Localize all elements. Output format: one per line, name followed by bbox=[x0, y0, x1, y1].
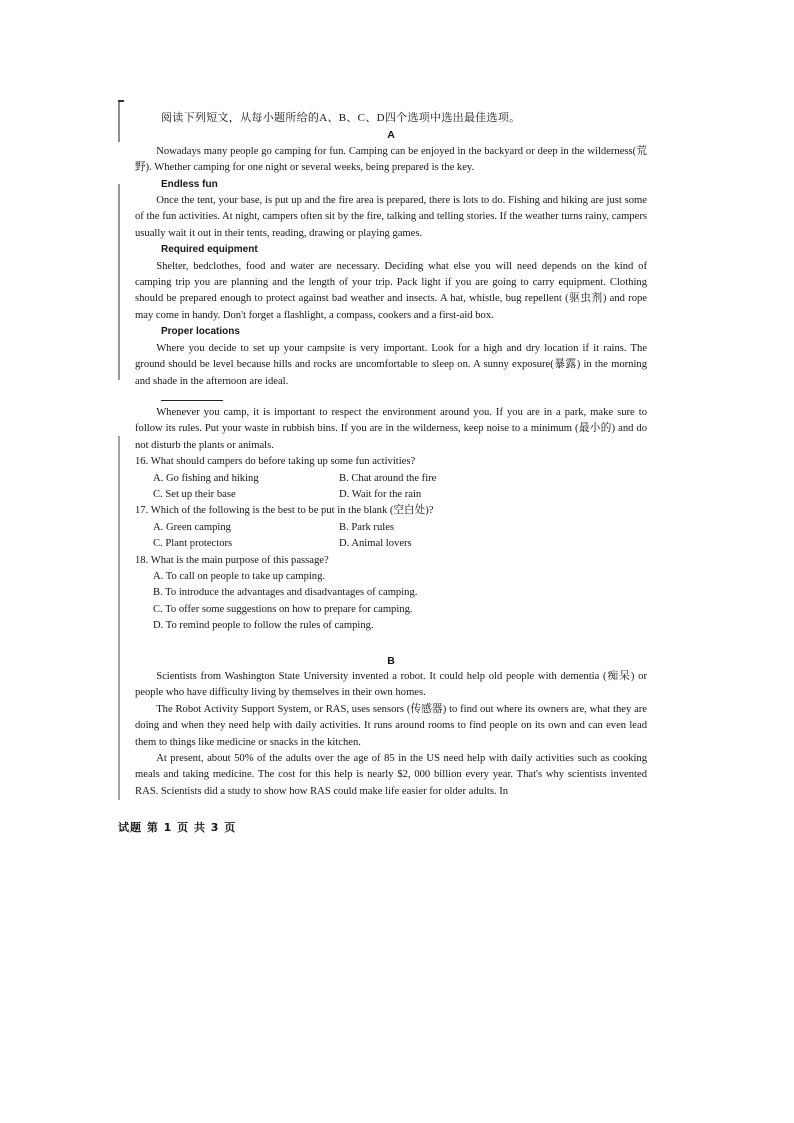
option: B. Park rules bbox=[339, 521, 395, 533]
option: C. Plant protectors bbox=[153, 538, 233, 550]
passage-b-letter: B bbox=[387, 654, 395, 667]
passage-a-paragraph: Once the tent, your base, is put up and the fire area is prepared, there is lots to do. Fishing and hiking are just some of the fun activities. At night, campers often sit by the fire, talking and telling stories. If the weather turns rainy, campers usually wait it out in their tents, reading, drawing or playing games. bbox=[135, 195, 647, 239]
option: B. Chat around the fire bbox=[339, 472, 437, 484]
passage-a-paragraph: Whenever you camp, it is important to respect the environment around you. If you are in a park, make sure to follow its rules. Put your waste in rubbish bins. If you are in the wilderness, keep noise to a minimum (最小的) and do not disturb the plants or animals. bbox=[135, 406, 647, 451]
binding-margin-tick bbox=[118, 100, 124, 102]
question-stem: 17. Which of the following is the best to be put in the blank (空白处)? bbox=[135, 505, 434, 517]
option: D. To remind people to follow the rules of camping. bbox=[153, 620, 374, 632]
question-stem: 16. What should campers do before taking up some fun activities? bbox=[135, 456, 416, 468]
question-stem: 18. What is the main purpose of this passage? bbox=[135, 554, 329, 566]
passage-a-paragraph: Where you decide to set up your campsite is very important. Look for a high and dry location if it rains. The ground should be level because hills and rocks are uncomfortable to sleep on. A sunny exposure(暴露) in the morning and shade in the afternoon are ideal. bbox=[135, 342, 647, 387]
question-options bbox=[153, 520, 647, 553]
passage-b-paragraph: Scientists from Washington State University invented a robot. It could help old people with dementia (痴呆) or people who have difficulty living by themselves in their own homes. bbox=[135, 671, 647, 699]
passage-b-paragraph: The Robot Activity Support System, or RAS, uses sensors (传感器) to find out where its owners are, what they are doing and when they need help with daily activities. It runs around rooms to find people on its own and can even lead them to things like medicine or snacks in the kitchen. bbox=[135, 703, 647, 748]
binding-margin-line bbox=[118, 100, 120, 800]
subheading-endless-fun: Endless fun bbox=[161, 178, 218, 190]
passage-a-paragraph: Nowadays many people go camping for fun. Camping can be enjoyed in the backyard or deep in the wilderness(荒野). Whether camping for one night or several weeks, being prepared is the key. bbox=[135, 145, 647, 174]
page-footer: 试题 第 1 页 共 3 页 bbox=[118, 821, 237, 834]
subheading-proper-locations: Proper locations bbox=[161, 326, 240, 338]
instructions: 阅读下列短文，从每小题所给的A、B、C、D四个选项中选出最佳选项。 bbox=[161, 112, 521, 124]
option: C. To offer some suggestions on how to prepare for camping. bbox=[153, 603, 413, 615]
passage-b-paragraph: At present, about 50% of the adults over the age of 85 in the US need help with daily activities such as cooking meals and taking medicine. The cost for this help is nearly $2, 000 billion every year. That's why scientists invented RAS. Scientists did a study to show how RAS could make life easier for older adults. In bbox=[135, 753, 647, 797]
question-options bbox=[153, 471, 647, 504]
option: B. To introduce the advantages and disadvantages of camping. bbox=[153, 587, 418, 599]
option: D. Animal lovers bbox=[339, 538, 412, 550]
passage-a-letter: A bbox=[387, 129, 395, 142]
answer-blank bbox=[161, 400, 223, 401]
option: C. Set up their base bbox=[153, 488, 236, 500]
passage-a-paragraph: Shelter, bedclothes, food and water are necessary. Deciding what else you will need depends on the kind of camping trip you are planning and the length of your trip. Pack light if you are going to carry equipment. Clothing should be prepared enough to protect against bad weather and insects. A hat, whistle, bug repellent (驱虫剂) and rope may come in handy. Don't forget a flashlight, a compass, cookers and a first-aid box. bbox=[135, 260, 647, 321]
subheading-required-equipment: Required equipment bbox=[161, 244, 258, 256]
option: A. Green camping bbox=[153, 521, 231, 533]
option: D. Wait for the rain bbox=[339, 488, 422, 500]
option: A. To call on people to take up camping. bbox=[153, 570, 326, 582]
exam-page bbox=[135, 110, 647, 800]
option: A. Go fishing and hiking bbox=[153, 472, 259, 484]
